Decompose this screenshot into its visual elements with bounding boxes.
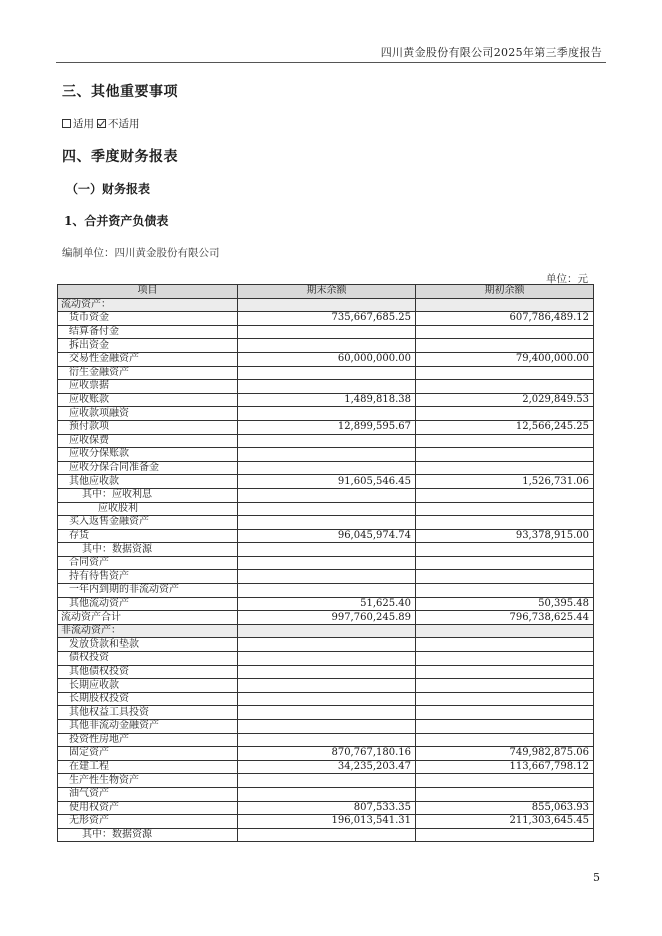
table-title: 1、合并资产负债表 — [64, 214, 169, 228]
preparing-entity: 编制单位：四川黄金股份有限公司 — [62, 247, 220, 259]
row-period-begin-value — [416, 720, 594, 734]
table-body — [58, 298, 594, 842]
table-row — [58, 312, 594, 326]
option-not-applicable-label: 不适用 — [108, 118, 140, 130]
row-period-begin-value — [416, 692, 594, 706]
row-item-label: 其他流动资产 — [58, 597, 238, 611]
row-item-label: 油气资产 — [58, 787, 238, 801]
option-applicable-label: 适用 — [73, 118, 94, 130]
row-period-end-value — [238, 407, 416, 421]
row-item-label: 合同资产 — [58, 556, 238, 570]
table-row — [58, 366, 594, 380]
table-row — [58, 584, 594, 598]
table-row — [58, 638, 594, 652]
table-row — [58, 679, 594, 693]
row-period-begin-value — [416, 488, 594, 502]
row-period-end-value: 196,013,541.31 — [238, 815, 416, 829]
row-item-label: 投资性房地产 — [58, 733, 238, 747]
applicability-note — [62, 116, 140, 131]
row-period-end-value — [238, 720, 416, 734]
row-period-begin-value: 2,029,849.53 — [416, 393, 594, 407]
page-number: 5 — [593, 871, 600, 884]
row-period-end-value — [238, 380, 416, 394]
row-item-label: 货币资金 — [58, 312, 238, 326]
row-period-end-value — [238, 325, 416, 339]
row-period-begin-value — [416, 407, 594, 421]
row-period-begin-value: 796,738,625.44 — [416, 611, 594, 625]
row-period-begin-value: 607,786,489.12 — [416, 312, 594, 326]
row-period-end-value — [238, 787, 416, 801]
row-item-label: 衍生金融资产 — [58, 366, 238, 380]
row-period-end-value — [238, 733, 416, 747]
row-period-end-value: 870,767,180.16 — [238, 747, 416, 761]
row-period-end-value: 91,605,546.45 — [238, 475, 416, 489]
row-item-label: 流动资产合计 — [58, 611, 238, 625]
row-item-label: 应收分保账款 — [58, 448, 238, 462]
row-period-end-value — [238, 828, 416, 842]
row-item-label: 其中：数据资源 — [58, 828, 238, 842]
row-period-end-value — [238, 692, 416, 706]
table-row — [58, 475, 594, 489]
row-period-begin-value — [416, 787, 594, 801]
row-period-end-value — [238, 624, 416, 638]
row-period-begin-value: 855,063.93 — [416, 801, 594, 815]
row-period-begin-value — [416, 584, 594, 598]
row-item-label: 应收股利 — [58, 502, 238, 516]
row-item-label: 其他债权投资 — [58, 665, 238, 679]
row-item-label: 结算备付金 — [58, 325, 238, 339]
row-period-end-value — [238, 652, 416, 666]
row-item-label: 一年内到期的非流动资产 — [58, 584, 238, 598]
balance-sheet-table — [57, 284, 594, 842]
column-header-item: 项目 — [58, 285, 238, 299]
row-period-end-value: 96,045,974.74 — [238, 529, 416, 543]
table-row — [58, 815, 594, 829]
table-row — [58, 720, 594, 734]
row-period-begin-value — [416, 434, 594, 448]
row-item-label: 买入返售金融资产 — [58, 516, 238, 530]
row-period-end-value: 51,625.40 — [238, 597, 416, 611]
row-period-end-value — [238, 584, 416, 598]
table-row — [58, 516, 594, 530]
row-item-label: 流动资产： — [58, 298, 238, 312]
row-period-end-value — [238, 488, 416, 502]
row-period-begin-value — [416, 828, 594, 842]
row-period-begin-value: 211,303,645.45 — [416, 815, 594, 829]
row-period-end-value: 807,533.35 — [238, 801, 416, 815]
row-period-end-value — [238, 774, 416, 788]
row-period-end-value — [238, 516, 416, 530]
column-header-period-end: 期末余额 — [238, 285, 416, 299]
row-item-label: 固定资产 — [58, 747, 238, 761]
row-period-begin-value — [416, 325, 594, 339]
row-period-end-value — [238, 665, 416, 679]
row-period-begin-value: 12,566,245.25 — [416, 420, 594, 434]
row-item-label: 其他应收款 — [58, 475, 238, 489]
row-item-label: 应收款项融资 — [58, 407, 238, 421]
table-row — [58, 556, 594, 570]
table-row — [58, 747, 594, 761]
table-row — [58, 624, 594, 638]
row-period-end-value: 12,899,595.67 — [238, 420, 416, 434]
row-period-begin-value — [416, 570, 594, 584]
row-item-label: 应收分保合同准备金 — [58, 461, 238, 475]
row-period-end-value — [238, 461, 416, 475]
row-period-end-value — [238, 570, 416, 584]
row-item-label: 在建工程 — [58, 760, 238, 774]
row-period-begin-value: 1,526,731.06 — [416, 475, 594, 489]
table-row — [58, 339, 594, 353]
row-period-begin-value — [416, 543, 594, 557]
row-period-begin-value: 79,400,000.00 — [416, 352, 594, 366]
section-title-financial-statements: 四、季度财务报表 — [62, 149, 178, 165]
row-item-label: 其中：应收利息 — [58, 488, 238, 502]
row-period-end-value — [238, 706, 416, 720]
subsection-title: （一）财务报表 — [66, 182, 151, 196]
row-period-begin-value — [416, 706, 594, 720]
row-period-end-value — [238, 298, 416, 312]
table-row — [58, 692, 594, 706]
running-header: 四川黄金股份有限公司2025年第三季度报告 — [380, 46, 602, 59]
table-row — [58, 420, 594, 434]
table-row — [58, 461, 594, 475]
table-row — [58, 380, 594, 394]
row-period-begin-value — [416, 339, 594, 353]
table-row — [58, 407, 594, 421]
row-period-begin-value — [416, 679, 594, 693]
row-item-label: 无形资产 — [58, 815, 238, 829]
row-period-begin-value: 93,378,915.00 — [416, 529, 594, 543]
row-period-begin-value — [416, 733, 594, 747]
row-period-end-value: 1,489,818.38 — [238, 393, 416, 407]
row-item-label: 其他非流动金融资产 — [58, 720, 238, 734]
table-row — [58, 502, 594, 516]
table-row — [58, 828, 594, 842]
checked-box-icon — [97, 119, 106, 128]
row-item-label: 长期股权投资 — [58, 692, 238, 706]
row-period-end-value — [238, 543, 416, 557]
table-row — [58, 611, 594, 625]
table-row — [58, 665, 594, 679]
row-period-begin-value — [416, 774, 594, 788]
table-row — [58, 760, 594, 774]
row-item-label: 应收账款 — [58, 393, 238, 407]
table-row — [58, 543, 594, 557]
table-row — [58, 352, 594, 366]
row-period-end-value — [238, 448, 416, 462]
table-row — [58, 529, 594, 543]
row-period-begin-value — [416, 638, 594, 652]
row-period-begin-value — [416, 665, 594, 679]
table-row — [58, 448, 594, 462]
row-item-label: 应收票据 — [58, 380, 238, 394]
row-item-label: 其中：数据资源 — [58, 543, 238, 557]
row-item-label: 交易性金融资产 — [58, 352, 238, 366]
row-period-end-value: 60,000,000.00 — [238, 352, 416, 366]
row-period-begin-value — [416, 652, 594, 666]
row-period-begin-value — [416, 366, 594, 380]
row-period-end-value — [238, 679, 416, 693]
row-item-label: 长期应收款 — [58, 679, 238, 693]
table-row — [58, 774, 594, 788]
row-item-label: 持有待售资产 — [58, 570, 238, 584]
row-item-label: 预付款项 — [58, 420, 238, 434]
row-period-end-value — [238, 434, 416, 448]
table-row — [58, 325, 594, 339]
header-divider — [56, 62, 606, 63]
table-header-row — [58, 285, 594, 299]
row-item-label: 拆出资金 — [58, 339, 238, 353]
row-period-begin-value — [416, 502, 594, 516]
row-item-label: 债权投资 — [58, 652, 238, 666]
row-item-label: 存货 — [58, 529, 238, 543]
row-period-end-value — [238, 339, 416, 353]
column-header-period-begin: 期初余额 — [416, 285, 594, 299]
unchecked-box-icon — [62, 119, 71, 128]
row-period-end-value: 34,235,203.47 — [238, 760, 416, 774]
currency-unit: 单位：元 — [546, 273, 588, 285]
section-title-other-matters: 三、其他重要事项 — [62, 84, 178, 100]
row-item-label: 应收保费 — [58, 434, 238, 448]
row-item-label: 非流动资产： — [58, 624, 238, 638]
row-period-begin-value — [416, 448, 594, 462]
row-period-begin-value — [416, 556, 594, 570]
row-item-label: 生产性生物资产 — [58, 774, 238, 788]
row-period-begin-value: 50,395.48 — [416, 597, 594, 611]
table-row — [58, 801, 594, 815]
table-row — [58, 570, 594, 584]
row-period-begin-value: 113,667,798.12 — [416, 760, 594, 774]
row-period-begin-value — [416, 516, 594, 530]
row-period-begin-value — [416, 380, 594, 394]
row-period-end-value — [238, 638, 416, 652]
row-period-end-value: 735,667,685.25 — [238, 312, 416, 326]
table-row — [58, 706, 594, 720]
table-row — [58, 488, 594, 502]
row-period-end-value — [238, 556, 416, 570]
row-period-begin-value — [416, 624, 594, 638]
table-row — [58, 733, 594, 747]
row-item-label: 发放贷款和垫款 — [58, 638, 238, 652]
row-period-begin-value — [416, 461, 594, 475]
row-period-begin-value — [416, 298, 594, 312]
table-row — [58, 597, 594, 611]
table-row — [58, 787, 594, 801]
row-period-begin-value: 749,982,875.06 — [416, 747, 594, 761]
table-row — [58, 652, 594, 666]
row-period-end-value — [238, 502, 416, 516]
table-row — [58, 298, 594, 312]
table-row — [58, 393, 594, 407]
row-item-label: 其他权益工具投资 — [58, 706, 238, 720]
row-period-end-value: 997,760,245.89 — [238, 611, 416, 625]
table-row — [58, 434, 594, 448]
row-item-label: 使用权资产 — [58, 801, 238, 815]
row-period-end-value — [238, 366, 416, 380]
